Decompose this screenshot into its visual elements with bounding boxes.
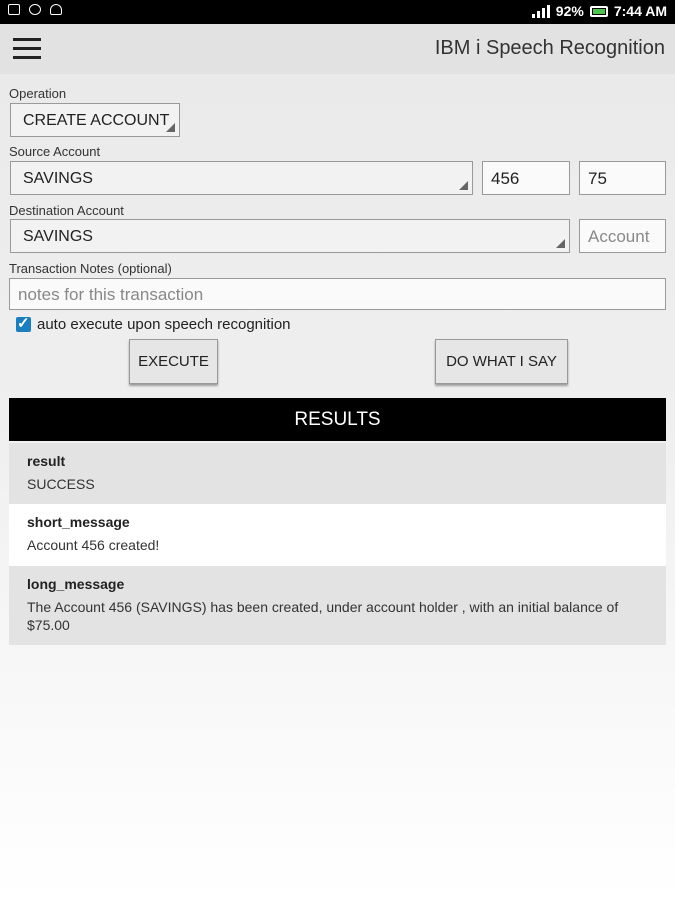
result-value: SUCCESS <box>27 476 95 492</box>
source-account-value: SAVINGS <box>23 170 93 187</box>
notification-icons <box>8 4 62 15</box>
auto-execute-checkbox[interactable] <box>16 317 31 332</box>
signal-icon <box>532 4 550 18</box>
result-row <box>9 443 666 504</box>
results-header: RESULTS <box>9 398 666 441</box>
auto-execute-row[interactable] <box>16 316 291 333</box>
operation-dropdown[interactable] <box>10 103 180 137</box>
menu-icon[interactable] <box>13 38 41 60</box>
notification-icon <box>29 4 41 15</box>
operation-value: CREATE ACCOUNT <box>23 112 170 129</box>
transaction-notes-input[interactable]: notes for this transaction <box>9 278 666 310</box>
result-value: The Account 456 (SAVINGS) has been created, under account holder , with an initial balance of $75.00 <box>27 599 619 633</box>
result-value: Account 456 created! <box>27 537 160 553</box>
dropdown-arrow-icon <box>459 181 468 190</box>
destination-account-value: SAVINGS <box>23 228 93 245</box>
amount-field[interactable]: 75 <box>579 161 666 195</box>
source-account-label: Source Account <box>9 144 101 159</box>
destination-account-label: Destination Account <box>9 203 124 218</box>
result-key: result <box>27 453 66 469</box>
battery-percent: 92% <box>555 3 584 19</box>
dropdown-arrow-icon <box>166 123 175 132</box>
operation-label: Operation <box>9 86 67 101</box>
do-what-i-say-button[interactable]: DO WHAT I SAY <box>435 339 568 384</box>
auto-execute-label: auto execute upon speech recognition <box>37 316 291 333</box>
execute-button[interactable]: EXECUTE <box>129 339 218 384</box>
status-bar <box>0 0 675 24</box>
clock: 7:44 AM <box>613 3 667 19</box>
app-title: IBM i Speech Recognition <box>434 37 665 59</box>
result-key: long_message <box>27 576 125 592</box>
result-row <box>9 504 666 566</box>
android-icon <box>50 4 62 15</box>
destination-account-dropdown[interactable] <box>10 219 570 253</box>
transaction-notes-label: Transaction Notes (optional) <box>9 261 172 276</box>
dropdown-arrow-icon <box>556 239 565 248</box>
battery-icon <box>590 6 608 17</box>
result-key: short_message <box>27 514 130 530</box>
app-bar <box>0 24 675 74</box>
source-account-dropdown[interactable] <box>10 161 473 195</box>
destination-account-number-field[interactable]: Account <box>579 219 666 253</box>
notification-icon <box>8 4 20 15</box>
source-account-number-field[interactable]: 456 <box>482 161 570 195</box>
result-row <box>9 566 666 645</box>
